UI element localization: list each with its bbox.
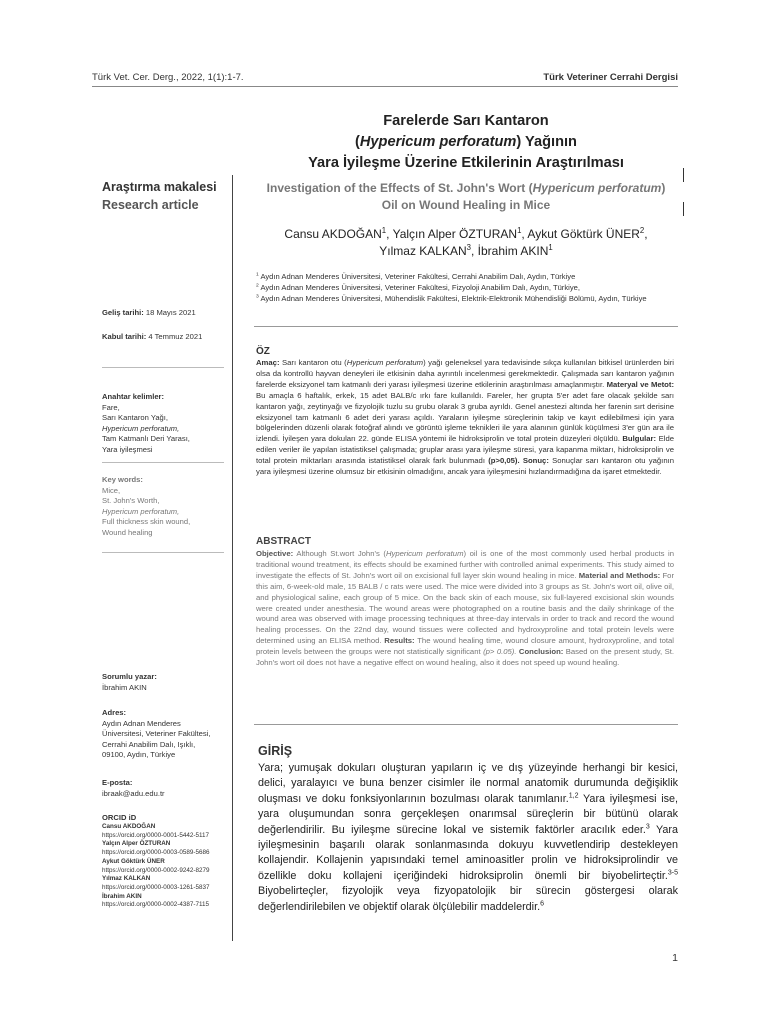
keyword: Mice, bbox=[102, 485, 121, 495]
corresponding-address: Adres: Aydın Adnan Menderes Üniversitesi, Veteriner Fakültesi, Cerrahi Anabilim Dalı, Işıklı, 09100, Aydın, Türkiye bbox=[102, 708, 211, 760]
author-4: Yılmaz KALKAN bbox=[379, 244, 467, 258]
page-number: 1 bbox=[672, 952, 678, 964]
keywords-tr-label: Anahtar kelimler: bbox=[102, 392, 165, 401]
corresponding-author: Sorumlu yazar: İbrahim AKIN bbox=[102, 672, 230, 693]
keyword: Full thickness skin wound, bbox=[102, 517, 191, 527]
orcid-name: Yalçın Alper ÖZTURAN bbox=[102, 840, 171, 848]
keyword: Tam Katmanlı Deri Yarası, bbox=[102, 434, 190, 444]
sidebar-rule-1 bbox=[102, 367, 224, 368]
running-header-journal: Türk Veteriner Cerrahi Dergisi bbox=[543, 72, 678, 83]
keyword: Hypericum perforatum, bbox=[102, 423, 180, 433]
keyword: Yara iyileşmesi bbox=[102, 444, 153, 454]
affiliations bbox=[256, 271, 680, 305]
citation-ref: 3 bbox=[645, 823, 650, 831]
author-2: Yalçın Alper ÖZTURAN bbox=[392, 227, 518, 241]
margin-bar-top bbox=[683, 168, 684, 182]
author-list: Cansu AKDOĞAN$^1$, Yalçın Alper ÖZTURAN$^1$, Aykut Göktürk ÜNER$^2$, Yılmaz KALKAN$^3$, İbrahim AKIN$^1$ bbox=[284, 226, 648, 258]
orcid-link[interactable]: https://orcid.org/0000-0002-4387-7115 bbox=[102, 901, 210, 909]
sidebar-rule-2 bbox=[102, 462, 224, 463]
abstract-heading: ABSTRACT bbox=[256, 536, 311, 547]
article-type bbox=[102, 178, 217, 214]
oz-body: Amaç: Sarı kantaron otu (Hypericum perforatum) yağı geleneksel yara tedavisinde sıkça kullanılan bitkisel ürünlerden biri olsa da kontrollü hayvan deneyleri ile etkisinin daha ayrıntılı incelenmesi gerekmektedir. Çalışmada sarı kantaron yağının farelerde eksizyonel tam katmanlı deri yarası iyileşmesi üzerine etkilerinin araştırılması amaçlanmıştır. Materyal ve Metot: Bu amaçla 6 haftalık, erkek, 15 adet BALB/c ırkı fare kullanıldı. Fareler, her grupta 5'er adet fare olacak şekilde sarı kantaron yağı, zeytinyağı ve fizyolojik tuzlu su grubu olarak 3 gruba ayrıldı. Genel anestezi altında her farenin sırt derisine eksizyonel tam katmanlı 6 adet deri yarası açıldı. Yaraların iyileşme süreçlerinin takip ve kayıt edilebilmesi için yara bölgelerinden düzenli olarak fotoğraf alındı ve görüntü işleme teknikleri ile yara alanının günlük küçülmesi 3'er gün ara ile izlendi. İyileşen yara dokuları 22. günde ELISA yöntemi ile hidroksiprolin ve total protein düzeyleri ölçüldü. Bulgular: Elde edilen veriler ile yapılan istatistiksel çalışmada; gruplar arası yara iyileşme süresi, yara kapanma miktarı, hidroksiprolin ve total protein miktarları arasında istatistiksel olarak fark bulunmadı (p>0,05). Sonuç: Sonuçlar sarı kantaron otu yağının yara iyileşmesi üzerine olumsuz bir etkisinin olmadığını, ancak yara iyileşmesini hızlandırmadığına da işaret etmektedir. bbox=[256, 358, 675, 477]
article-type-tr: Araştırma makalesi bbox=[102, 180, 217, 194]
sidebar-divider bbox=[232, 175, 233, 941]
subtitle-line-2: Oil on Wound Healing in Mice bbox=[381, 198, 551, 212]
keyword: Sarı Kantaron Yağı, bbox=[102, 413, 168, 423]
orcid-list bbox=[102, 813, 230, 910]
corresponding-author-name: İbrahim AKIN bbox=[102, 682, 147, 692]
abstract-divider bbox=[254, 724, 678, 725]
orcid-name: Aykut Göktürk ÜNER bbox=[102, 857, 165, 865]
author-3: Aykut Göktürk ÜNER bbox=[527, 227, 640, 241]
abstract-body: Objective: Although St.wort John's (Hypericum perforatum) oil is one of the most commonly used herbal products in traditional wound treatment, its effects should be examined further with controlled animal experiments. This study aimed to investigate the effects of St. John's wort oil on excisional full layer skin wound healing in mice. Material and Methods: For this aim, 6-week-old male, 15 BALB / c rats were used. The mice were divided into 3 groups as St. John's wort oil, olive oil, and physiological saline, each group of 5 mice. On the back skin of each mouse, six full-layered excisional skin wounds were created under anesthesia. The wound areas were photographed on a routine basis and the daily shrinkage of the wound area was observed with image processing techniques at three-day intervals in order to track and record the wound healing processes. On the 22nd day, wound tissues were collected and hydroxyproline and total protein levels were determined using an ELISA method. Results: The wound healing time, wound closure amount, hydroxyproline, and total protein levels between the groups were not statistically significant (p> 0.05). Conclusion: Based on the present study, St. John's wort oil does not have a negative effect on wound healing, also it does not speed up wound healing. bbox=[256, 549, 675, 668]
author-1: Cansu AKDOĞAN bbox=[284, 227, 382, 241]
article-title-en bbox=[254, 180, 678, 214]
article-title-tr bbox=[254, 111, 678, 174]
author-5: İbrahim AKIN bbox=[477, 244, 549, 258]
orcid-link[interactable]: https://orcid.org/0000-0002-9242-8279 bbox=[102, 866, 210, 874]
subtitle-line-1: Investigation of the Effects of St. John's Wort (Hypericum perforatum) bbox=[266, 181, 666, 195]
email-link[interactable]: ibraak@adu.edu.tr bbox=[102, 788, 165, 798]
keyword: St. John's Worth, bbox=[102, 496, 160, 506]
keyword: Fare, bbox=[102, 402, 120, 412]
keywords-en bbox=[102, 475, 230, 539]
orcid-link[interactable]: https://orcid.org/0000-0001-5442-5117 bbox=[102, 831, 210, 839]
margin-bar-bottom bbox=[683, 202, 684, 216]
title-line-1: Farelerde Sarı Kantaron bbox=[383, 113, 549, 129]
affiliation-2: $^2$ Aydın Adnan Menderes Üniversitesi, Veteriner Fakültesi, Fizyoloji Anabilim Dalı, Aydın, Türkiye, bbox=[256, 283, 580, 293]
orcid-name: İbrahim AKIN bbox=[102, 892, 142, 900]
title-line-3: Yara İyileşme Üzerine Etkilerinin Araştırılması bbox=[308, 155, 624, 171]
oz-heading: ÖZ bbox=[256, 346, 270, 357]
affiliation-3: $^3$ Aydın Adnan Menderes Üniversitesi, Mühendislik Fakültesi, Elektrik-Elektronik Mühendisliği Bölümü, Aydın, Türkiye bbox=[256, 294, 647, 304]
orcid-label: ORCID iD bbox=[102, 813, 137, 822]
keywords-tr bbox=[102, 392, 230, 456]
citation-ref: 3-5 bbox=[667, 869, 678, 877]
received-date: Geliş tarihi: 18 Mayıs 2021 bbox=[102, 308, 196, 317]
header-divider bbox=[92, 86, 678, 87]
orcid-name: Yılmaz KALKAN bbox=[102, 875, 151, 883]
citation-ref: 6 bbox=[540, 900, 544, 908]
corresponding-email: E-posta: ibraak@adu.edu.tr bbox=[102, 778, 230, 799]
sidebar-rule-3 bbox=[102, 552, 224, 553]
orcid-name: Cansu AKDOĞAN bbox=[102, 823, 156, 830]
keyword: Wound healing bbox=[102, 527, 153, 537]
title-species-name: Hypericum perforatum bbox=[359, 134, 517, 150]
title-line-2: (Hypericum perforatum) Yağının bbox=[355, 134, 577, 150]
keywords-en-label: Key words: bbox=[102, 475, 143, 484]
accepted-date: Kabul tarihi: 4 Temmuz 2021 bbox=[102, 332, 203, 341]
citation-ref: 1,2 bbox=[568, 792, 579, 800]
orcid-link[interactable]: https://orcid.org/0000-0003-0589-5686 bbox=[102, 849, 210, 857]
keyword: Hypericum perforatum, bbox=[102, 506, 180, 516]
subtitle-species-name: Hypericum perforatum bbox=[532, 181, 662, 195]
running-header-citation: Türk Vet. Cer. Derg., 2022, 1(1):1-7. bbox=[92, 72, 244, 83]
affiliation-divider bbox=[254, 326, 678, 327]
introduction-heading: GİRİŞ bbox=[258, 744, 293, 758]
affiliation-1: $^1$ Aydın Adnan Menderes Üniversitesi, Veteriner Fakültesi, Cerrahi Anabilim Dalı, Aydın, Türkiye bbox=[256, 272, 576, 281]
article-type-en: Research article bbox=[102, 198, 199, 212]
introduction-body: Yara; yumuşak dokuları oluşturan yapıların iç ve dış yüzeyinde herhangi bir kesici, delici, yaralayıcı ve buna benzer cisimler ile normal anatomik durumunda değişiklik oluşması ve doku fonksiyonlarının bozulması olarak tanımlanır.$^{1,2}$ Yara iyileşmesi ise, yara oluşumundan sonra gerçekleşen onarımsal süreçlerin bir bütünü olarak değerlendirilir. Bu iyileşme sürecine lokal ve sistemik faktörler aracılık eder.$^3$ Yara iyileşmesinin başarılı olarak sonlanmasında dokuyu kuvvetlendirip destekleyen kollajendir. Kollajenin yapısındaki temel aminoasitler prolin ve hidroksiprolindir ve özellikle doku kollajeni içeriğindeki hidroksiprolin önemli bir biyobelirteçtir.$^{3-5}$ Biyobelirteçler, fizyolojik veya fizyopatolojik bir sürecin göstergesi olarak değerlendirilebilen ve objektif olarak ölçülebilir maddelerdir.$^6$ bbox=[258, 762, 679, 913]
orcid-link[interactable]: https://orcid.org/0000-0003-1261-5837 bbox=[102, 883, 210, 891]
